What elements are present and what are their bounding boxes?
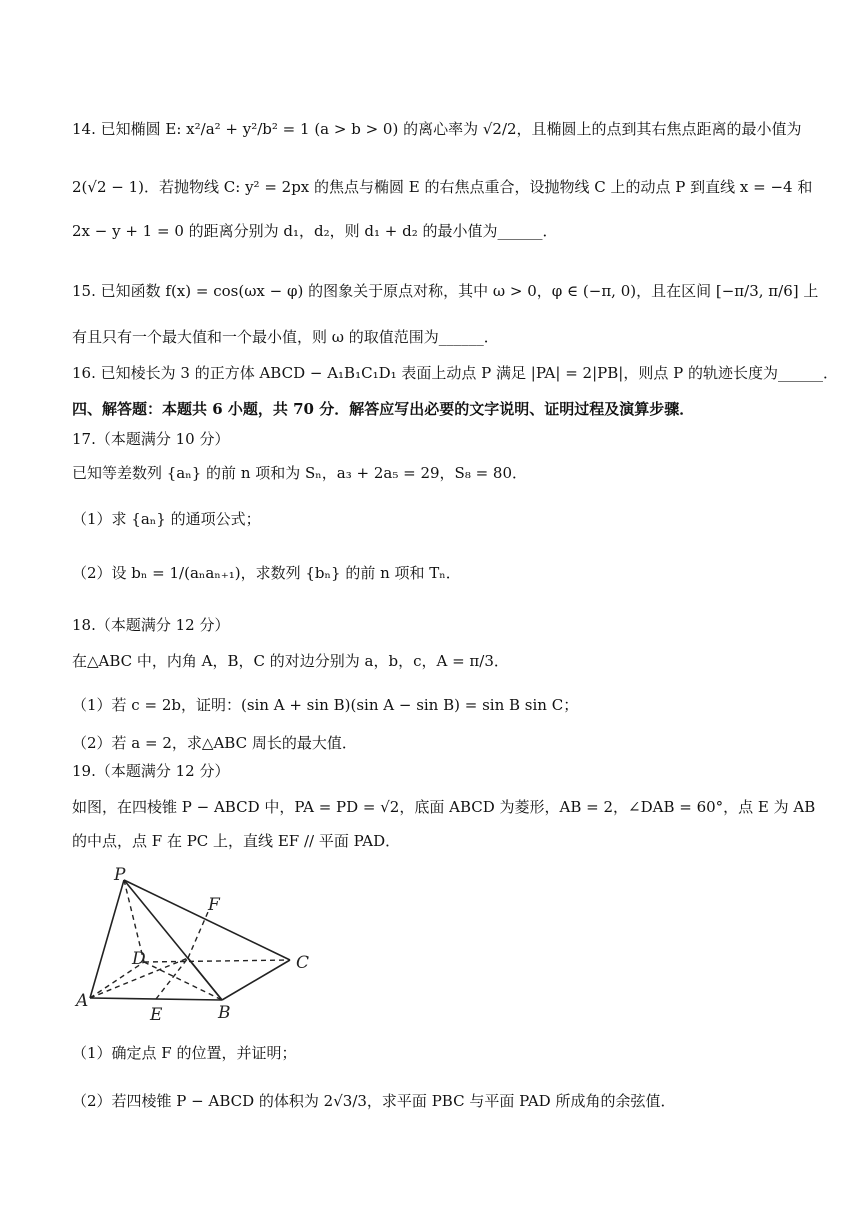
- p17-header: 17.（本题满分 10 分）: [72, 430, 230, 448]
- label-d: D: [132, 949, 146, 969]
- p19-stem1: 如图，在四棱锥 P − ABCD 中，PA = PD = √2，底面 ABCD 为菱形，AB = 2，∠DAB = 60°，点 E 为 AB: [72, 798, 816, 816]
- p16-line1: 16. 已知棱长为 3 的正方体 ABCD − A₁B₁C₁D₁ 表面上动点 P 满足 |PA| = 2|PB|，则点 P 的轨迹长度为______．: [72, 364, 838, 382]
- label-f: F: [208, 895, 220, 915]
- p15-line1: 15. 已知函数 f(x) = cos(ωx − φ) 的图象关于原点对称，其中 ω > 0，φ ∈ (−π, 0)，且在区间 [−π/3, π/6] 上: [72, 282, 819, 300]
- label-e: E: [150, 1005, 163, 1025]
- p18-header: 18.（本题满分 12 分）: [72, 616, 230, 634]
- p14-line1: 14. 已知椭圆 E: x²/a² + y²/b² = 1 (a > b > 0) 的离心率为 √2/2，且椭圆上的点到其右焦点距离的最小值为: [72, 120, 802, 138]
- pyramid-figure: [72, 866, 332, 1028]
- label-p: P: [114, 866, 126, 885]
- p15-line2: 有且只有一个最大值和一个最小值，则 ω 的取值范围为______．: [72, 328, 499, 346]
- p19-q1: （1）确定点 F 的位置，并证明；: [72, 1044, 297, 1062]
- p18-q2: （2）若 a = 2，求△ABC 周长的最大值．: [72, 734, 357, 752]
- p17-q1: （1）求 {aₙ} 的通项公式；: [72, 510, 261, 528]
- p19-q2: （2）若四棱锥 P − ABCD 的体积为 2√3/3，求平面 PBC 与平面 PAD 所成角的余弦值．: [72, 1092, 676, 1110]
- label-b: B: [218, 1003, 231, 1023]
- section-heading: 四、解答题：本题共 6 小题，共 70 分．解答应写出必要的文字说明、证明过程及演算步骤．: [72, 400, 695, 418]
- p17-q2: （2）设 bₙ = 1/(aₙaₙ₊₁)，求数列 {bₙ} 的前 n 项和 Tₙ．: [72, 564, 461, 582]
- p17-stem: 已知等差数列 {aₙ} 的前 n 项和为 Sₙ，a₃ + 2a₅ = 29，S₈ = 80．: [72, 464, 528, 482]
- p18-stem: 在△ABC 中，内角 A，B，C 的对边分别为 a，b，c，A = π/3．: [72, 652, 509, 670]
- p18-q1: （1）若 c = 2b，证明：(sin A + sin B)(sin A − sin B) = sin B sin C；: [72, 696, 579, 714]
- label-a: A: [76, 991, 89, 1011]
- p19-header: 19.（本题满分 12 分）: [72, 762, 230, 780]
- p14-line2: 2(√2 − 1)．若抛物线 C: y² = 2px 的焦点与椭圆 E 的右焦点重合，设抛物线 C 上的动点 P 到直线 x = −4 和: [72, 178, 813, 196]
- label-c: C: [296, 953, 310, 973]
- p19-stem2: 的中点，点 F 在 PC 上，直线 EF // 平面 PAD．: [72, 832, 401, 850]
- p14-line3: 2x − y + 1 = 0 的距离分别为 d₁，d₂，则 d₁ + d₂ 的最小值为______．: [72, 222, 558, 240]
